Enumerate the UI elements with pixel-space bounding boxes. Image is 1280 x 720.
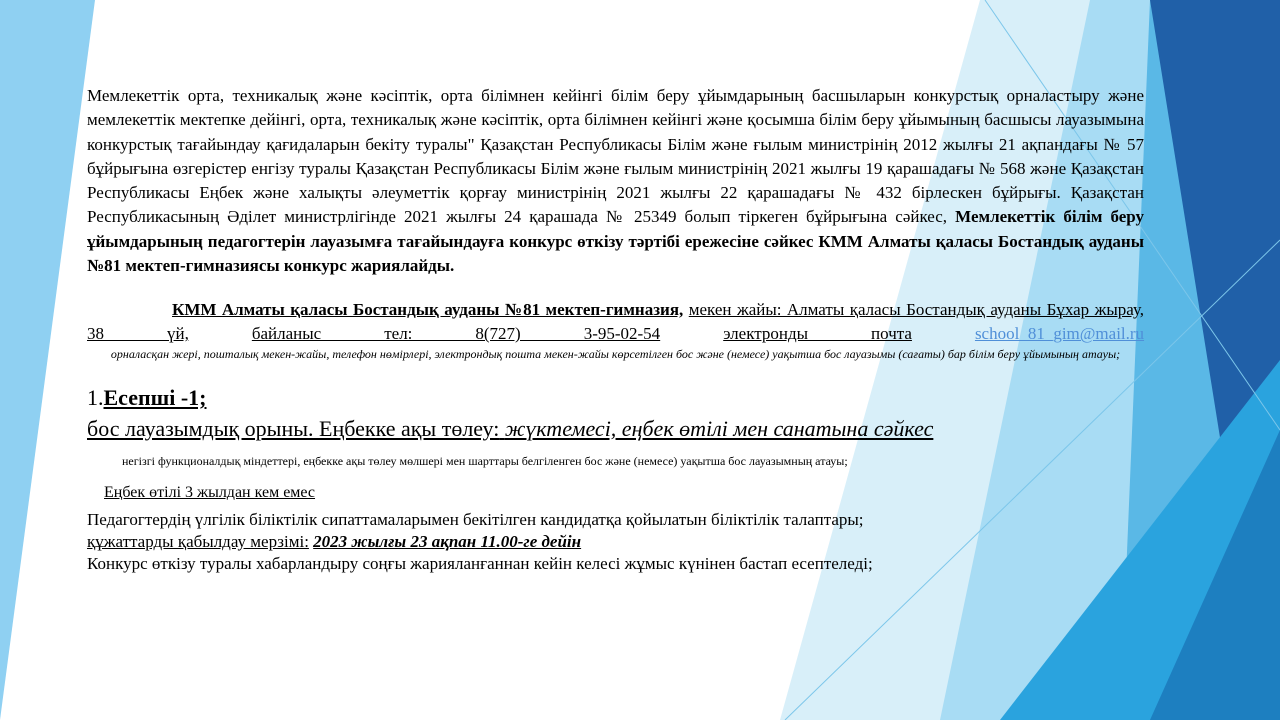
experience-requirement: Еңбек өтілі 3 жылдан кем емес [104, 484, 316, 501]
email-link[interactable]: school_81_gim@mail.ru [974, 324, 1145, 344]
position-heading [87, 384, 207, 412]
location-note: орналасқан жері, пошталық мекен-жайы, телефон нөмірлері, электрондық пошта мекен-жайы көрсетілген бос және (немесе) уақытша бос лауазымы (сағаты) бар білім беру ұйымының атауы; [110, 347, 1121, 361]
functions-note: негізгі функционалдық міндеттері, еңбекке ақы төлеу мөлшері мен шарттары белгіленген бос және (немесе) уақытша бос лауазымның атауы; [122, 454, 848, 468]
organization-phone: байланыс тел: 8(727) 3-95-02-54 [251, 324, 661, 344]
deadline-line [87, 531, 581, 553]
vacancy-line [87, 414, 1087, 444]
organization-name: КММ Алматы қаласы Бостандық ауданы №81 мектеп-гимназия, [172, 300, 684, 319]
vacancy-label: бос лауазымдық орыны. Еңбекке ақы төлеу: [87, 416, 500, 441]
deadline-value: 2023 жылғы 23 ақпан 11.00-ге дейін [313, 532, 582, 551]
position-number: 1. [87, 385, 104, 410]
intro-text: Мемлекеттік орта, техникалық және кәсіптік, орта білімнен кейінгі білім беру ұйымдарының басшыларын конкурстық орналастыру және мемлекеттік мектепке дейінгі, орта, техникалық және кәсіптік, орта білімнен кейінгі және қосымша білім беру ұйымының басшысы лауазымына конкурстық тағайындау қағидаларын бекіту туралы" Қазақстан Республикасы Білім және ғылым министрінің 2012 жылғы 21 ақпандағы № 57 бұйрығына өзгерістер енгізу туралы Қазақстан Республикасы Білім және ғылым министрінің 2021 жылғы 19 қарашадағы № 568 және Қазақстан Республикасы Еңбек және халықты әлеуметтік қорғау министрінің 2021 жылғы 22 қарашадағы № 432 бірлескен бұйрығы. Қазақстан Республикасының Әділет министрлігінде 2021 жылғы 24 қарашада № 25349 болып тіркеген бұйрығына сәйкес, [87, 86, 1144, 227]
count-note: Конкурс өткізу туралы хабарландыру соңғы жарияланғаннан кейін келесі жұмыс күнінен бастап есептеледі; [87, 554, 873, 573]
intro-bold-text: Мемлекеттік білім беру ұйымдарының педагогтерін лауазымға тағайындауға конкурс өткізу тәртібі ережесіне сәйкес КММ Алматы қаласы Бостандық ауданы №81 мектеп-гимназиясы конкурс жариялайды. [87, 207, 1145, 276]
position-title: Есепші -1; [103, 385, 207, 410]
qualification-requirements: Педагогтердің үлгілік біліктілік сипаттамаларымен бекітілген кандидатқа қойылатын біліктілік талаптары; [87, 510, 864, 529]
deadline-label: құжаттарды қабылдау мерзімі: [87, 532, 309, 551]
organization-paragraph [87, 298, 1144, 347]
vacancy-pay: жүктемесі, еңбек өтілі мен санатына сәйкес [504, 416, 934, 441]
email-label: электронды почта [723, 324, 912, 344]
organization-address: мекен жайы: Алматы қаласы Бостандық ауданы Бұхар жырау, 38 үй, [87, 300, 1145, 344]
intro-paragraph [87, 84, 1144, 278]
